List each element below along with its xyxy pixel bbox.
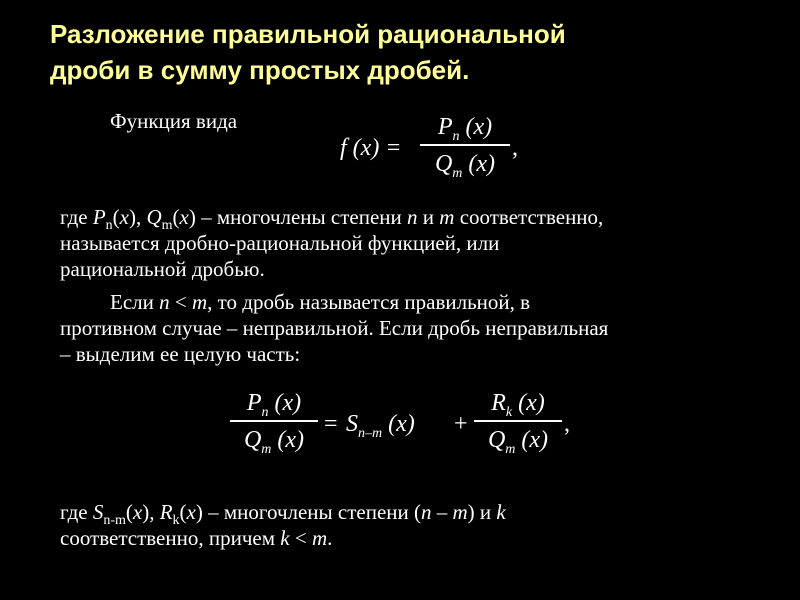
formula1-numerator: $P_n$ (x) xyxy=(437,114,493,144)
formula2-left-numerator: $P_n$ (x) xyxy=(246,390,302,420)
formula1-lhs: f (x) = xyxy=(340,135,402,161)
formula2-comma: , xyxy=(564,411,570,437)
intro-text: Функция вида xyxy=(110,109,238,133)
para2-line3: – выделим ее целую часть: xyxy=(60,342,301,366)
para2-line1: Если n < m, то дробь называется правильной, в xyxy=(110,290,531,314)
formula2-plus: + xyxy=(454,411,468,437)
formula1-fraction xyxy=(420,112,510,179)
formula2-right-numerator: $R_k$ (x) xyxy=(491,390,545,420)
formula-function-definition xyxy=(340,112,540,192)
formula2-fraction-left xyxy=(230,388,318,455)
para1-line1: где $P_n(x)$, $Q_m(x)$ – многочлены степени n и m соответственно, xyxy=(60,205,604,234)
para1-line3: рациональной дробью. xyxy=(60,257,265,281)
slide-title-line2: дроби в сумму простых дробей. xyxy=(50,55,470,85)
paragraph-definition xyxy=(60,204,780,282)
paragraph-proper-fraction xyxy=(60,289,780,367)
formula1-denominator: $Q_m$ (x) xyxy=(434,150,496,181)
formula2-left-fraction-bar xyxy=(230,420,318,422)
formula2-integer-part: $S_{n-m}$ (x) xyxy=(346,411,415,441)
para3-line1: где $S_{n-m}(x)$, $R_k(x)$ – многочлены степени (n – m) и k xyxy=(60,500,506,529)
formula2-left-denominator: $Q_m$ (x) xyxy=(243,426,305,457)
para1-line2: называется дробно-рациональной функцией, или xyxy=(60,231,500,255)
formula2-right-denominator: $Q_m$ (x) xyxy=(487,426,549,457)
paragraph-decomposition-notes xyxy=(60,499,780,551)
formula1-fraction-bar xyxy=(420,144,510,146)
formula2-right-fraction-bar xyxy=(474,420,562,422)
slide-title-line1: Разложение правильной рациональной xyxy=(50,19,566,49)
formula1-comma: , xyxy=(512,135,518,161)
slide-title xyxy=(50,16,770,88)
formula2-equals: = xyxy=(324,411,338,437)
formula2-fraction-right xyxy=(474,388,562,455)
formula-decomposition xyxy=(230,388,590,470)
para3-line2: соответственно, причем k < m. xyxy=(60,526,333,550)
para2-line2: противном случае – неправильной. Если дробь неправильная xyxy=(60,316,609,340)
